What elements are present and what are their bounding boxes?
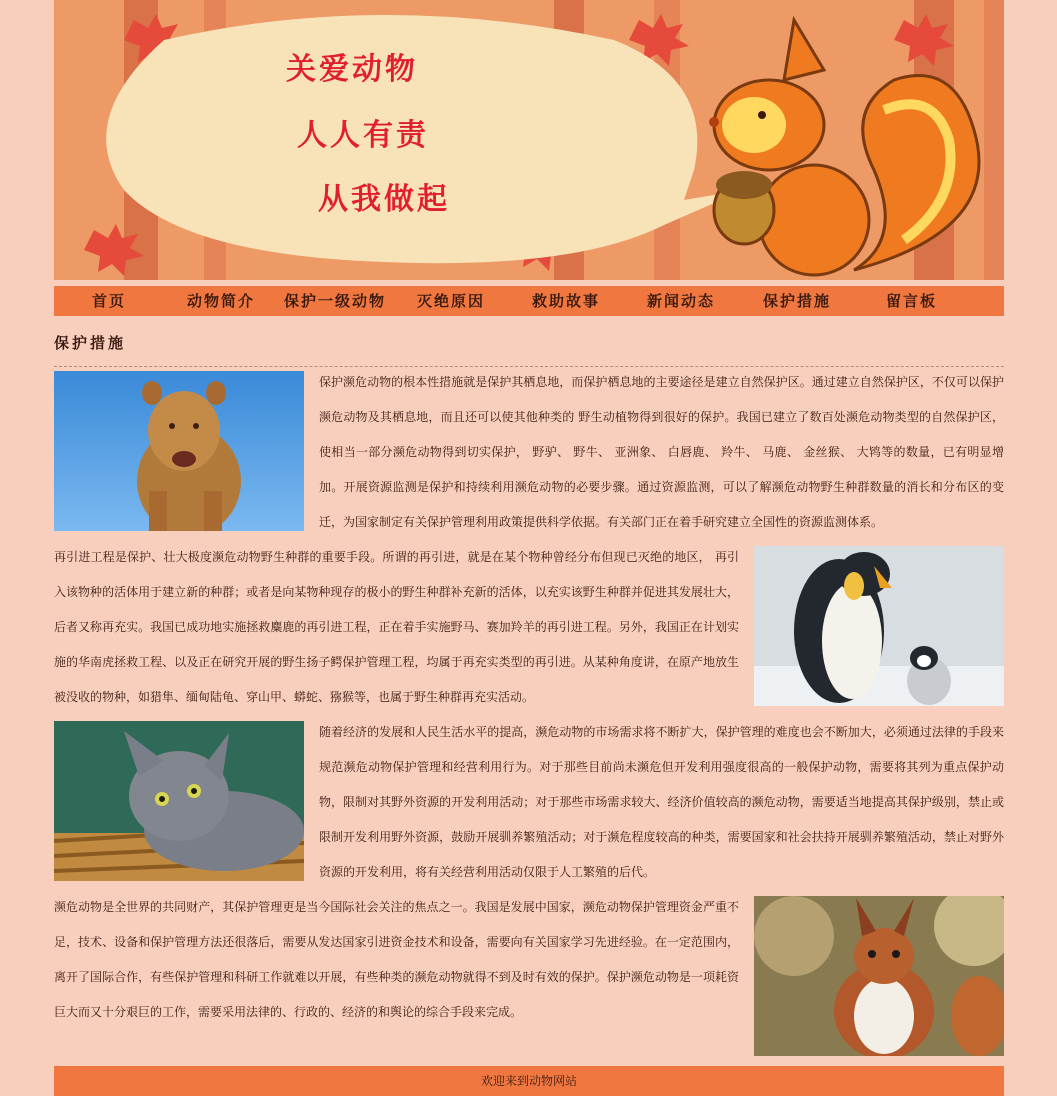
nav-item-guestbook[interactable]: 留言板 bbox=[886, 292, 938, 310]
paragraph-international-cooperation: 濒危动物是全世界的共同财产，其保护管理更是当今国际社会关注的焦点之一。我国是发展中国家，濒危动物保护管理资金严重不足，技术、设备和保护管理方法还很落后，需要从发达国家引进资金技术和设备，需要向有关国家学习先进经验。在一定范围内，离开了国际合作，有些保护管理和科研工作就难以开展，有些种类的濒危动物就得不到及时有效的保护。保护濒危动物是一项耗资巨大而又十分艰巨的工作，需要采用法律的、行政的、经济的和舆论的综合手段来完成。 bbox=[54, 900, 739, 1019]
nav-item-news[interactable]: 新闻动态 bbox=[647, 292, 716, 310]
page-title: 保护措施 bbox=[54, 334, 127, 352]
page-container bbox=[54, 0, 1004, 1088]
footer bbox=[54, 1066, 1004, 1096]
banner-illustration bbox=[54, 0, 1004, 280]
nav-item-extinction-causes[interactable]: 灭绝原因 bbox=[417, 292, 486, 310]
nav-item-rescue-stories[interactable]: 救助故事 bbox=[532, 292, 601, 310]
paragraph-reintroduction: 再引进工程是保护、壮大极度濒危动物野生种群的重要手段。所谓的再引进，就是在某个物种曾经分布但现已灭绝的地区， 再引入该物种的活体用于建立新的种群；或者是向某物种现存的极小的野生种群补充新的活体，以充实该野生种群并促进其发展壮大，后者又称再充实。我国已成功地实施拯救麋鹿的再引进工程，正在着手实施野马、赛加羚羊的再引进工程。另外，我国正在计划实施的华南虎拯救工程、以及正在研究开展的野生扬子鳄保护管理工程，均属于再充实类型的再引进。从某种角度讲，在原产地放生被没收的物种，如猎隼、缅甸陆龟、穿山甲、蟒蛇、猕猴等，也属于野生种群再充实活动。 bbox=[54, 550, 739, 704]
slogan-line-2: 人人有责 bbox=[297, 118, 429, 153]
nav-item-protection-measures[interactable]: 保护措施 bbox=[763, 292, 832, 310]
nav-item-animal-intro[interactable]: 动物简介 bbox=[187, 292, 256, 310]
lion-photo bbox=[54, 371, 304, 531]
header-banner bbox=[54, 0, 1004, 280]
cat-photo bbox=[54, 721, 304, 881]
squirrel-photo bbox=[754, 896, 1004, 1056]
paragraph-legal-regulation: 随着经济的发展和人民生活水平的提高，濒危动物的市场需求将不断扩大，保护管理的难度也会不断加大，必须通过法律的手段来规范濒危动物保护管理和经营利用行为。对于那些目前尚未濒危但开发利用强度很高的一般保护动物，需要将其列为重点保护动物，限制对其野外资源的开发利用活动；对于那些市场需求较大、经济价值较高的濒危动物，需要适当地提高其保护级别，禁止或限制开发利用野外资源，鼓励开展驯养繁殖活动；对于濒危程度较高的种类，需要国家和社会扶持开展驯养繁殖活动，禁止对野外资源的开发利用，将有关经营利用活动仅限于人工繁殖的后代。 bbox=[319, 725, 1004, 879]
footer-text: 欢迎来到动物网站 bbox=[480, 1074, 577, 1088]
slogan-line-1: 关爱动物 bbox=[286, 52, 418, 87]
nav-item-first-class-protection[interactable]: 保护一级动物 bbox=[284, 292, 387, 310]
slogan-line-3: 从我做起 bbox=[318, 182, 450, 217]
paragraph-habitat: 保护濒危动物的根本性措施就是保护其栖息地，而保护栖息地的主要途径是建立自然保护区。通过建立自然保护区，不仅可以保护濒危动物及其栖息地，而且还可以使其他种类的 野生动植物得到很好的保护。我国已建立了数百处濒危动物类型的自然保护区，使相当一部分濒危动物得到切实保护， 野驴、 野牛、 亚洲象、 白唇鹿、 羚牛、 马鹿、 金丝猴、 大鸨等的数量，已有明显增加。开展资源监测是保护和持续利用濒危动物的必要步骤。通过资源监测，可以了解濒危动物野生种群数量的消长和分布区的变迁，为国家制定有关保护管理利用政策提供科学依据。有关部门正在着手研究建立全国性的资源监测体系。 bbox=[319, 375, 1004, 529]
nav-item-home[interactable]: 首页 bbox=[92, 292, 127, 310]
penguin-photo bbox=[754, 546, 1004, 706]
main-nav bbox=[54, 286, 1004, 316]
